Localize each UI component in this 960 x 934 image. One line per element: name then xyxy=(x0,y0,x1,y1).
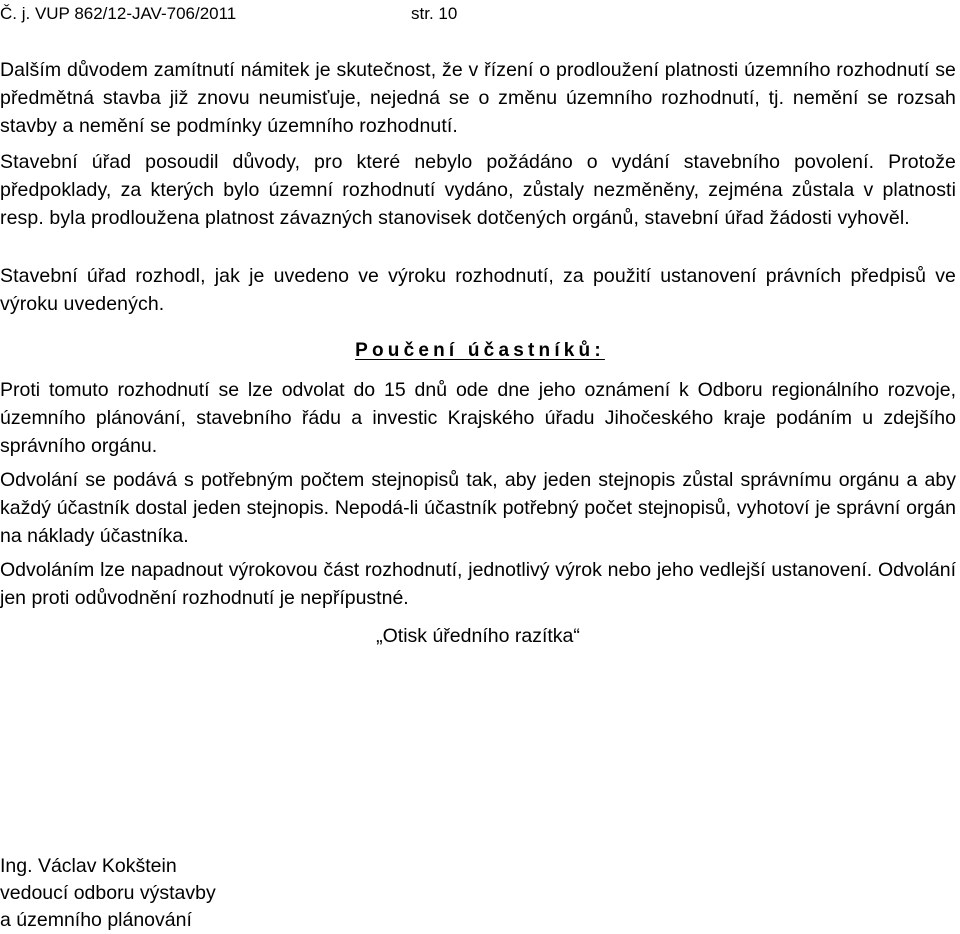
signatory-position-line2: a územního plánování xyxy=(0,909,192,931)
stamp-placeholder: „Otisk úředního razítka“ xyxy=(376,625,580,647)
signature-block xyxy=(0,853,216,934)
signatory-position-line1: vedoucí odboru výstavby xyxy=(0,882,216,904)
paragraph-appeal-copies: Odvolání se podává s potřebným počtem stejnopisů tak, aby jeden stejnopis zůstal správnímu orgánu a aby každý účastník dostal jeden stejnopis. Nepodá-li účastník potřebný počet stejnopisů, vyhotoví je správní orgán na náklady účastníka. xyxy=(0,469,956,547)
paragraph-appeal-scope: Odvoláním lze napadnout výrokovou část rozhodnutí, jednotlivý výrok nebo jeho vedlejší ustanovení. Odvolání jen proti odůvodnění rozhodnutí je nepřípustné. xyxy=(0,559,956,609)
case-number: Č. j. VUP 862/12-JAV-706/2011 xyxy=(0,4,237,23)
instruction-heading: Poučení účastníků: xyxy=(355,340,605,361)
paragraph-assessment: Stavební úřad posoudil důvody, pro které nebylo požádáno o vydání stavebního povolení. Protože předpoklady, za kterých bylo územní rozhodnutí vydáno, zůstaly nezměněny, zejména zůstala v platnosti resp. byla prodloužena platnost závazných stanovisek dotčených orgánů, stavební úřad žádosti vyhověl. xyxy=(0,151,956,229)
paragraph-appeal-deadline: Proti tomuto rozhodnutí se lze odvolat do 15 dnů ode dne jeho oznámení k Odboru regionálního rozvoje, územního plánování, stavebního řádu a investic Krajského úřadu Jihočeského kraje podáním u zdejšího správního orgánu. xyxy=(0,379,956,457)
paragraph-decision: Stavební úřad rozhodl, jak je uvedeno ve výroku rozhodnutí, za použití ustanovení právních předpisů ve výroku uvedených. xyxy=(0,265,956,315)
page-number: str. 10 xyxy=(411,4,458,23)
paragraph-rejection-reason: Dalším důvodem zamítnutí námitek je skutečnost, že v řízení o prodloužení platnosti územního rozhodnutí se předmětná stavba již znovu neumisťuje, nejedná se o změnu územního rozhodnutí, tj. nemění se rozsah stavby a nemění se podmínky územního rozhodnutí. xyxy=(0,59,956,137)
signatory-name: Ing. Václav Kokštein xyxy=(0,855,177,877)
page-header xyxy=(0,4,458,24)
